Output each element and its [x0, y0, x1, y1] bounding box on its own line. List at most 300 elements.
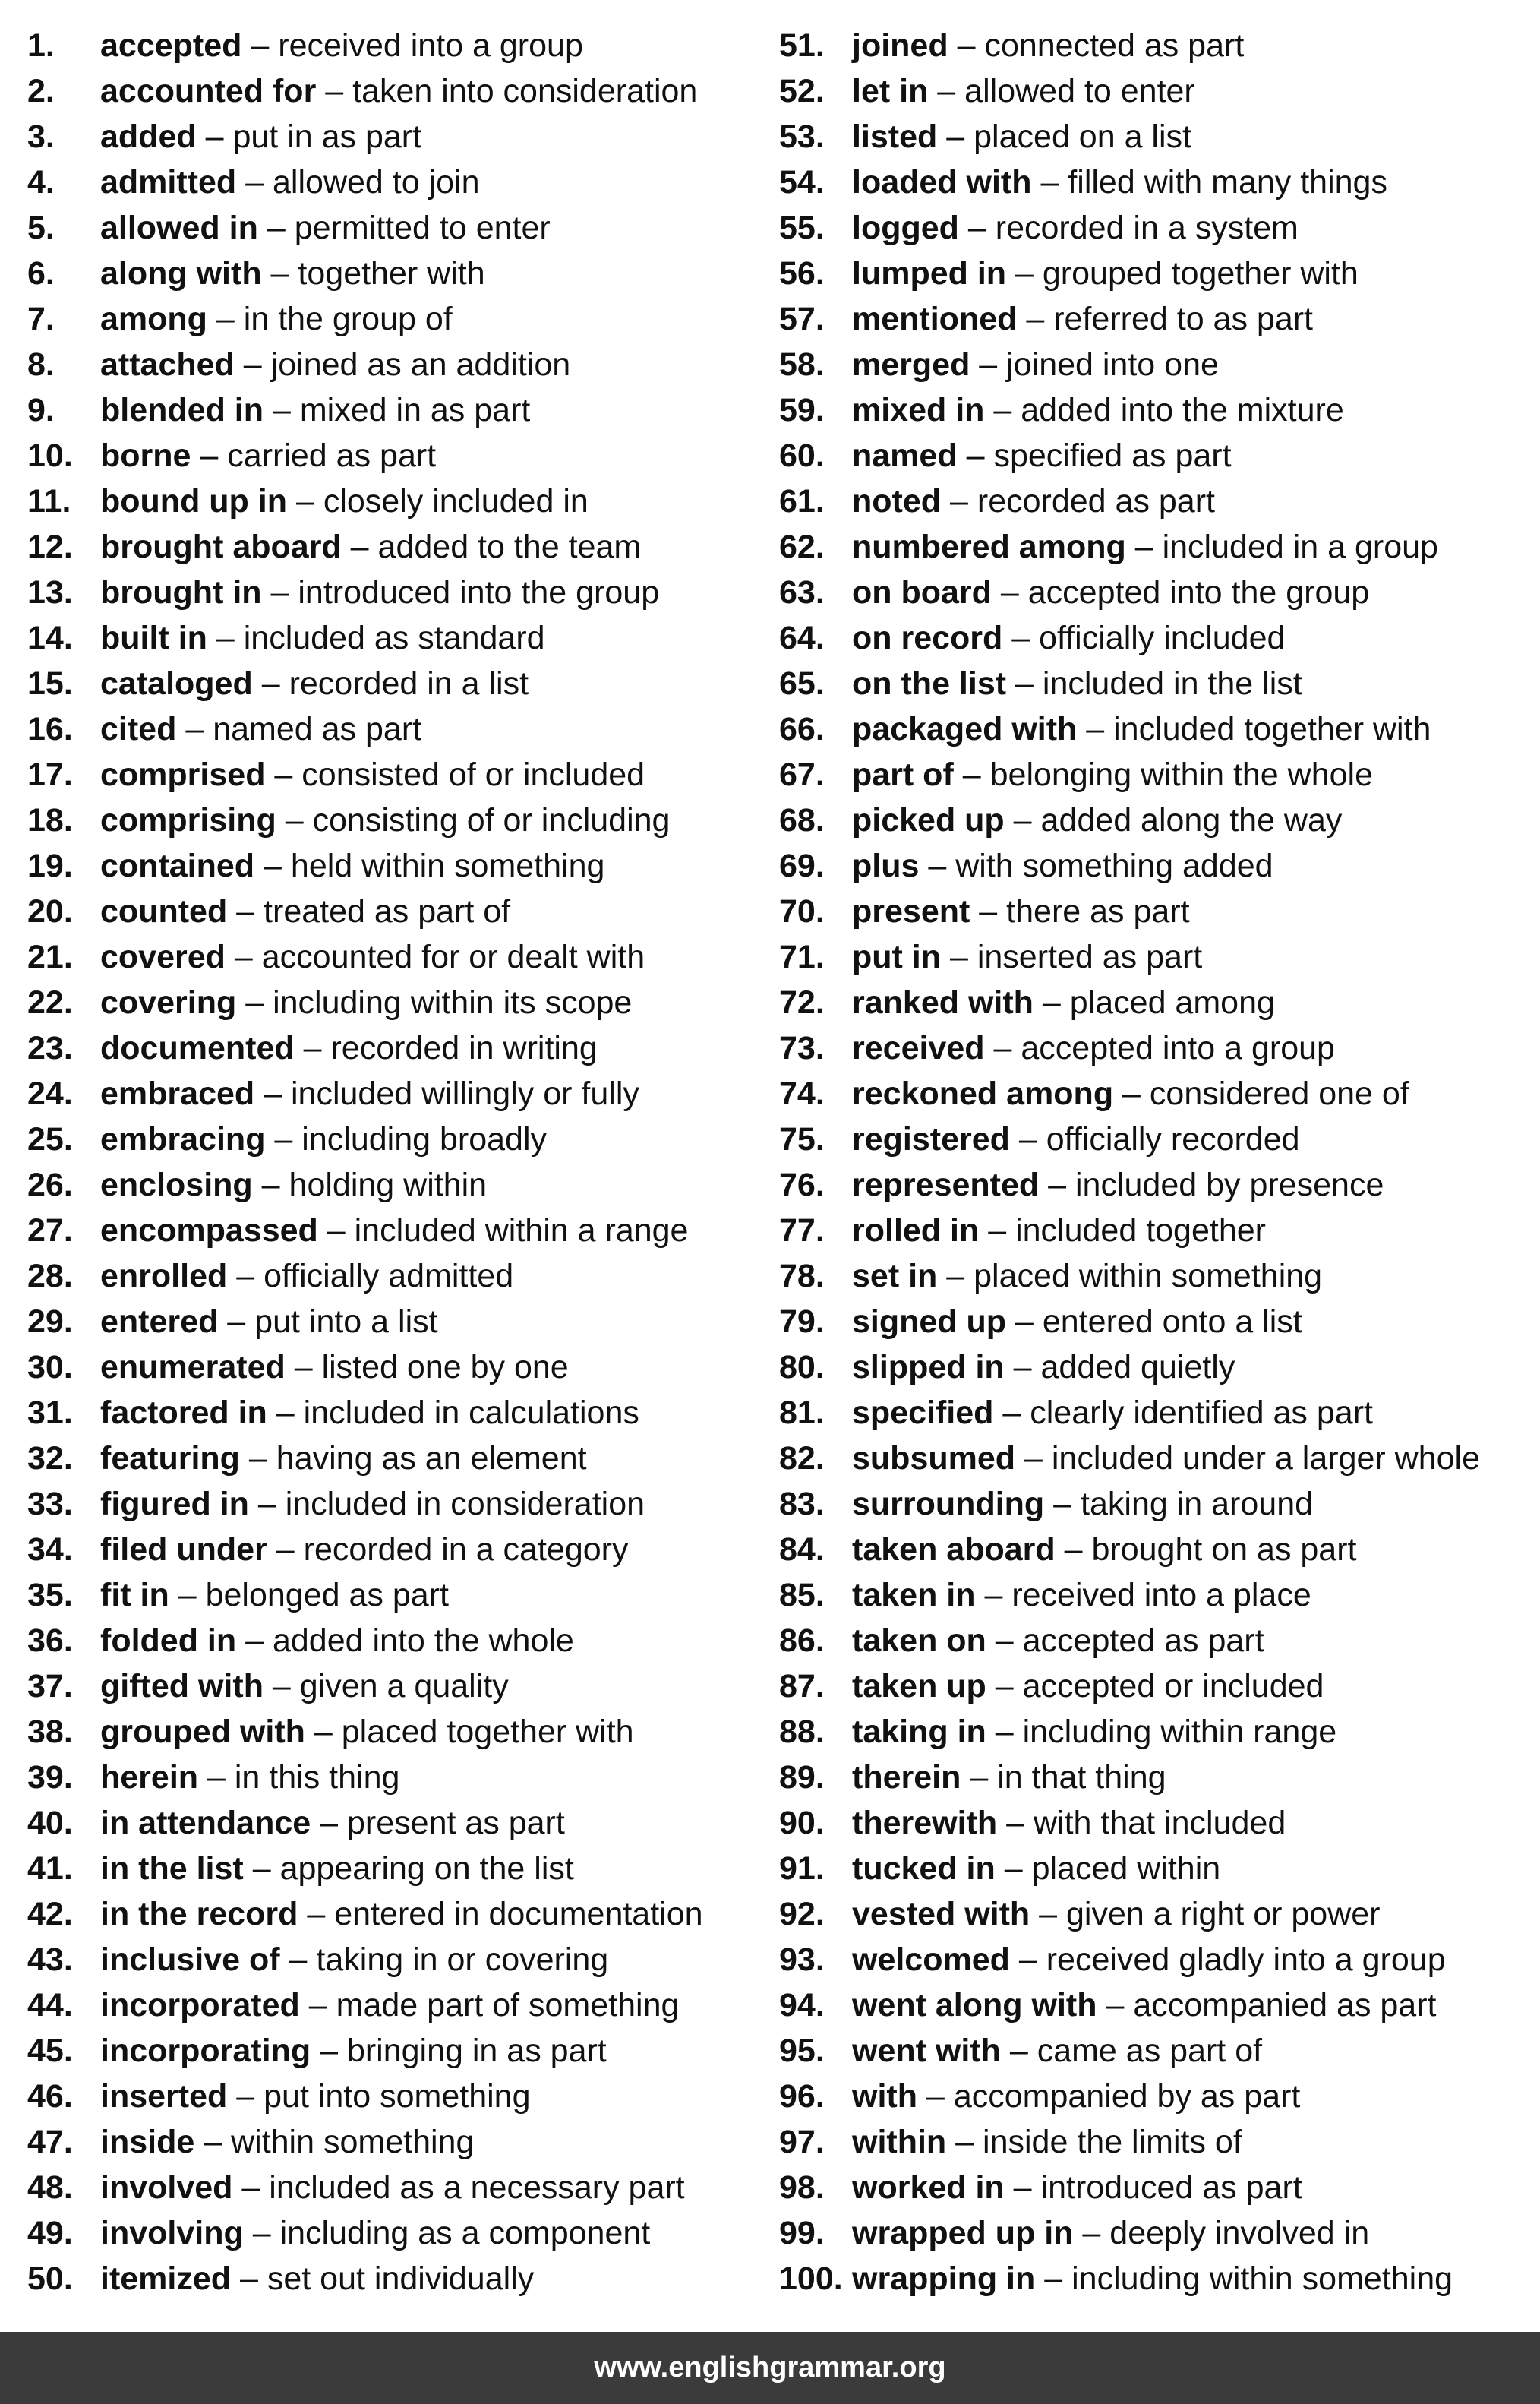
item-term: wrapping in: [852, 2260, 1036, 2297]
item-separator: –: [946, 1258, 965, 1294]
list-item: [27, 1663, 756, 1709]
item-separator: –: [966, 438, 985, 474]
list-item: [27, 615, 756, 661]
item-definition: carried as part: [227, 438, 437, 474]
item-definition: in the group of: [243, 301, 453, 337]
item-definition: belonged as part: [205, 1577, 449, 1613]
item-separator: –: [320, 2033, 338, 2069]
list-item: [27, 2119, 756, 2165]
item-separator: –: [308, 1987, 327, 2023]
item-term: numbered among: [852, 529, 1126, 565]
item-term: inside: [100, 2124, 195, 2160]
item-definition: included willingly or fully: [291, 1076, 639, 1112]
item-term: cataloged: [100, 665, 253, 702]
list-item: [27, 889, 756, 934]
item-definition: with something added: [955, 848, 1273, 884]
item-separator: –: [1064, 1531, 1083, 1568]
list-item: [779, 524, 1538, 570]
item-separator: –: [327, 1212, 346, 1249]
item-number: 82.: [779, 1440, 825, 1477]
item-definition: joined into one: [1006, 346, 1219, 383]
item-definition: added to the team: [377, 529, 642, 565]
item-number: 7.: [27, 301, 55, 337]
list-item: [779, 706, 1538, 752]
item-number: 75.: [779, 1121, 825, 1158]
list-item: [779, 2074, 1538, 2119]
list-item: [27, 934, 756, 980]
item-term: listed: [852, 118, 938, 155]
item-number: 56.: [779, 255, 825, 292]
list-item: [27, 1709, 756, 1755]
list-item: [779, 342, 1538, 387]
item-term: inclusive of: [100, 1941, 280, 1978]
item-separator: –: [252, 1850, 271, 1887]
item-term: mixed in: [852, 392, 985, 428]
list-item: [27, 2256, 756, 2301]
item-term: herein: [100, 1759, 199, 1796]
item-separator: –: [245, 984, 264, 1021]
item-term: bound up in: [100, 483, 287, 520]
list-item: [779, 1982, 1538, 2028]
item-term: gifted with: [100, 1668, 264, 1704]
item-separator: –: [950, 483, 968, 520]
list-item: [779, 1162, 1538, 1208]
item-separator: –: [1013, 1349, 1032, 1385]
item-term: enclosing: [100, 1167, 253, 1203]
item-number: 99.: [779, 2215, 825, 2251]
item-number: 3.: [27, 118, 55, 155]
item-term: specified: [852, 1395, 994, 1431]
item-term: enrolled: [100, 1258, 228, 1294]
item-separator: –: [325, 73, 344, 109]
list-item: [27, 205, 756, 251]
item-term: allowed in: [100, 210, 258, 246]
item-number: 57.: [779, 301, 825, 337]
item-separator: –: [1018, 1941, 1037, 1978]
item-definition: officially recorded: [1046, 1121, 1300, 1158]
item-definition: accepted into a group: [1021, 1030, 1335, 1066]
item-term: fit in: [100, 1577, 169, 1613]
list-item: [779, 2256, 1538, 2301]
item-term: mentioned: [852, 301, 1018, 337]
item-separator: –: [216, 301, 235, 337]
item-separator: –: [928, 848, 947, 884]
list-item: [27, 23, 756, 68]
list-item: [779, 570, 1538, 615]
item-number: 67.: [779, 757, 825, 793]
list-item: [779, 1891, 1538, 1937]
item-term: covered: [100, 939, 226, 975]
item-separator: –: [1004, 1850, 1023, 1887]
item-number: 46.: [27, 2078, 73, 2115]
list-item: [779, 1344, 1538, 1390]
item-definition: received into a group: [278, 27, 583, 64]
item-number: 94.: [779, 1987, 825, 2023]
item-number: 49.: [27, 2215, 73, 2251]
item-number: 100.: [779, 2260, 843, 2297]
item-definition: treated as part of: [264, 893, 511, 930]
item-separator: –: [984, 1577, 1003, 1613]
item-number: 42.: [27, 1896, 73, 1932]
item-definition: entered in documentation: [334, 1896, 703, 1932]
item-number: 45.: [27, 2033, 73, 2069]
list-item: [27, 433, 756, 479]
item-term: itemized: [100, 2260, 232, 2297]
item-definition: brought on as part: [1091, 1531, 1357, 1568]
list-item: [27, 1846, 756, 1891]
item-separator: –: [1006, 1805, 1025, 1841]
item-number: 91.: [779, 1850, 825, 1887]
item-separator: –: [303, 1030, 322, 1066]
item-term: factored in: [100, 1395, 267, 1431]
item-definition: included as a necessary part: [269, 2169, 685, 2206]
item-separator: –: [1039, 1896, 1058, 1932]
item-term: welcomed: [852, 1941, 1010, 1978]
list-item: [779, 980, 1538, 1025]
item-definition: named as part: [213, 711, 422, 747]
list-item: [779, 1663, 1538, 1709]
item-separator: –: [1013, 802, 1032, 839]
item-definition: bringing in as part: [346, 2033, 607, 2069]
item-definition: appearing on the list: [279, 1850, 574, 1887]
item-separator: –: [276, 1531, 295, 1568]
item-definition: put into a list: [254, 1303, 438, 1340]
item-term: joined: [852, 27, 948, 64]
item-number: 78.: [779, 1258, 825, 1294]
item-number: 81.: [779, 1395, 825, 1431]
item-number: 53.: [779, 118, 825, 155]
list-item: [779, 114, 1538, 160]
list-item: [779, 661, 1538, 706]
item-definition: officially admitted: [264, 1258, 514, 1294]
item-number: 38.: [27, 1714, 73, 1750]
item-separator: –: [949, 939, 968, 975]
item-separator: –: [252, 2215, 271, 2251]
item-definition: accepted or included: [1022, 1668, 1324, 1704]
item-number: 8.: [27, 346, 55, 383]
list-item: [779, 387, 1538, 433]
item-term: surrounding: [852, 1486, 1045, 1522]
item-definition: referred to as part: [1053, 301, 1314, 337]
item-number: 30.: [27, 1349, 73, 1385]
item-separator: –: [1026, 301, 1045, 337]
item-definition: taking in or covering: [316, 1941, 609, 1978]
item-number: 10.: [27, 438, 73, 474]
item-separator: –: [350, 529, 369, 565]
item-number: 39.: [27, 1759, 73, 1796]
item-term: built in: [100, 620, 207, 656]
list-item: [779, 2119, 1538, 2165]
list-item: [27, 342, 756, 387]
footer-url: www.englishgrammar.org: [594, 2352, 946, 2383]
item-number: 59.: [779, 392, 825, 428]
item-term: vested with: [852, 1896, 1030, 1932]
item-term: taken on: [852, 1622, 986, 1659]
item-term: counted: [100, 893, 228, 930]
item-separator: –: [946, 118, 965, 155]
item-definition: taken into consideration: [352, 73, 698, 109]
item-term: added: [100, 118, 197, 155]
word-list: [0, 23, 1540, 2301]
list-item: [779, 1527, 1538, 1572]
list-item: [27, 798, 756, 843]
item-separator: –: [1018, 1121, 1037, 1158]
item-term: accepted: [100, 27, 242, 64]
list-item: [27, 980, 756, 1025]
item-number: 66.: [779, 711, 825, 747]
item-term: taken aboard: [852, 1531, 1056, 1568]
item-term: filed under: [100, 1531, 267, 1568]
item-term: part of: [852, 757, 954, 793]
list-item: [27, 706, 756, 752]
item-term: registered: [852, 1121, 1010, 1158]
item-term: taken up: [852, 1668, 986, 1704]
item-number: 19.: [27, 848, 73, 884]
item-separator: –: [264, 848, 282, 884]
item-number: 84.: [779, 1531, 825, 1568]
item-separator: –: [236, 1258, 255, 1294]
item-separator: –: [234, 939, 253, 975]
list-item: [779, 1481, 1538, 1527]
item-term: incorporated: [100, 1987, 300, 2023]
item-separator: –: [995, 1622, 1014, 1659]
item-number: 29.: [27, 1303, 73, 1340]
item-definition: included together with: [1113, 711, 1431, 747]
item-number: 62.: [779, 529, 825, 565]
list-item: [779, 843, 1538, 889]
list-item: [27, 1891, 756, 1937]
item-separator: –: [967, 210, 986, 246]
item-term: loaded with: [852, 164, 1032, 201]
item-definition: recorded in a list: [289, 665, 529, 702]
footer-bar: [0, 2332, 1540, 2404]
item-definition: set out individually: [267, 2260, 535, 2297]
item-term: enumerated: [100, 1349, 286, 1385]
list-item: [27, 2074, 756, 2119]
list-item: [27, 68, 756, 114]
item-definition: included by presence: [1075, 1167, 1384, 1203]
item-definition: deeply involved in: [1109, 2215, 1370, 2251]
item-separator: –: [272, 1668, 291, 1704]
list-item: [779, 2210, 1538, 2256]
item-number: 31.: [27, 1395, 73, 1431]
item-definition: belonging within the whole: [989, 757, 1374, 793]
item-definition: in that thing: [997, 1759, 1166, 1796]
item-term: reckoned among: [852, 1076, 1114, 1112]
item-term: wrapped up in: [852, 2215, 1074, 2251]
list-item: [779, 68, 1538, 114]
item-term: rolled in: [852, 1212, 980, 1249]
list-item: [779, 1709, 1538, 1755]
item-term: embraced: [100, 1076, 255, 1112]
item-term: inserted: [100, 2078, 228, 2115]
list-item: [779, 1800, 1538, 1846]
item-definition: given a quality: [299, 1668, 509, 1704]
list-item: [27, 251, 756, 296]
list-item: [27, 752, 756, 798]
item-definition: joined as an addition: [270, 346, 571, 383]
item-definition: inserted as part: [977, 939, 1203, 975]
item-number: 50.: [27, 2260, 73, 2297]
item-separator: –: [285, 802, 304, 839]
item-separator: –: [289, 1941, 308, 1978]
item-number: 93.: [779, 1941, 825, 1978]
item-term: packaged with: [852, 711, 1078, 747]
item-term: signed up: [852, 1303, 1007, 1340]
item-term: covering: [100, 984, 237, 1021]
item-definition: put in as part: [232, 118, 422, 155]
item-definition: put into something: [264, 2078, 531, 2115]
item-number: 69.: [779, 848, 825, 884]
item-number: 2.: [27, 73, 55, 109]
item-term: set in: [852, 1258, 938, 1294]
item-separator: –: [261, 1167, 280, 1203]
list-item: [779, 433, 1538, 479]
item-number: 96.: [779, 2078, 825, 2115]
list-item: [27, 387, 756, 433]
item-separator: –: [236, 2078, 255, 2115]
item-number: 80.: [779, 1349, 825, 1385]
item-number: 28.: [27, 1258, 73, 1294]
item-separator: –: [320, 1805, 339, 1841]
item-number: 48.: [27, 2169, 73, 2206]
list-item: [779, 2165, 1538, 2210]
item-number: 17.: [27, 757, 73, 793]
list-item: [27, 661, 756, 706]
item-term: incorporating: [100, 2033, 311, 2069]
list-item: [779, 1937, 1538, 1982]
item-separator: –: [240, 2260, 258, 2297]
item-separator: –: [314, 1714, 333, 1750]
item-number: 15.: [27, 665, 73, 702]
item-definition: having as an element: [276, 1440, 587, 1477]
list-item: [779, 1846, 1538, 1891]
list-item: [779, 479, 1538, 524]
item-definition: placed on a list: [974, 118, 1191, 155]
item-definition: placed within something: [974, 1258, 1323, 1294]
item-term: worked in: [852, 2169, 1005, 2206]
item-definition: added quietly: [1040, 1349, 1235, 1385]
item-definition: grouped together with: [1042, 255, 1359, 292]
item-term: admitted: [100, 164, 237, 201]
item-number: 68.: [779, 802, 825, 839]
item-number: 26.: [27, 1167, 73, 1203]
item-separator: –: [1086, 711, 1105, 747]
item-separator: –: [251, 27, 270, 64]
list-item: [779, 1299, 1538, 1344]
item-separator: –: [1002, 1395, 1021, 1431]
item-term: on record: [852, 620, 1003, 656]
item-number: 95.: [779, 2033, 825, 2069]
item-definition: allowed to join: [273, 164, 480, 201]
item-number: 65.: [779, 665, 825, 702]
list-item: [779, 889, 1538, 934]
item-definition: including as a component: [279, 2215, 651, 2251]
list-item: [27, 1618, 756, 1663]
item-number: 79.: [779, 1303, 825, 1340]
list-item: [779, 1436, 1538, 1481]
item-separator: –: [1040, 164, 1059, 201]
list-item: [27, 2028, 756, 2074]
item-definition: entered onto a list: [1042, 1303, 1302, 1340]
item-term: therewith: [852, 1805, 998, 1841]
item-definition: accepted as part: [1022, 1622, 1264, 1659]
list-item: [779, 615, 1538, 661]
item-term: noted: [852, 483, 942, 520]
item-term: involving: [100, 2215, 244, 2251]
item-number: 97.: [779, 2124, 825, 2160]
item-definition: included under a larger whole: [1051, 1440, 1481, 1477]
item-term: went with: [852, 2033, 1001, 2069]
item-term: tucked in: [852, 1850, 996, 1887]
list-item: [779, 205, 1538, 251]
list-item: [27, 1755, 756, 1800]
item-definition: present as part: [347, 1805, 565, 1841]
item-separator: –: [261, 665, 280, 702]
list-item: [27, 524, 756, 570]
item-separator: –: [248, 1440, 267, 1477]
list-item: [27, 843, 756, 889]
item-definition: included as standard: [243, 620, 545, 656]
item-separator: –: [270, 255, 289, 292]
item-number: 33.: [27, 1486, 73, 1522]
list-item: [779, 1618, 1538, 1663]
item-number: 88.: [779, 1714, 825, 1750]
item-number: 90.: [779, 1805, 825, 1841]
item-number: 55.: [779, 210, 825, 246]
item-number: 73.: [779, 1030, 825, 1066]
item-definition: allowed to enter: [964, 73, 1195, 109]
item-term: folded in: [100, 1622, 237, 1659]
list-item: [27, 296, 756, 342]
list-item: [27, 1025, 756, 1071]
item-number: 41.: [27, 1850, 73, 1887]
item-separator: –: [257, 1486, 276, 1522]
list-item: [27, 1162, 756, 1208]
list-item: [27, 1572, 756, 1618]
item-definition: specified as part: [993, 438, 1232, 474]
item-number: 64.: [779, 620, 825, 656]
item-separator: –: [993, 1030, 1012, 1066]
item-term: went along with: [852, 1987, 1097, 2023]
item-definition: listed one by one: [321, 1349, 569, 1385]
list-item: [27, 570, 756, 615]
item-term: with: [852, 2078, 917, 2115]
item-separator: –: [307, 1896, 326, 1932]
item-number: 87.: [779, 1668, 825, 1704]
item-definition: given a right or power: [1066, 1896, 1381, 1932]
item-separator: –: [227, 1303, 246, 1340]
item-term: subsumed: [852, 1440, 1016, 1477]
item-number: 32.: [27, 1440, 73, 1477]
item-number: 5.: [27, 210, 55, 246]
item-term: contained: [100, 848, 255, 884]
item-separator: –: [970, 1759, 989, 1796]
item-number: 9.: [27, 392, 55, 428]
list-item: [27, 160, 756, 205]
item-term: put in: [852, 939, 942, 975]
item-separator: –: [1042, 984, 1061, 1021]
item-number: 24.: [27, 1076, 73, 1112]
item-term: featuring: [100, 1440, 240, 1477]
item-term: comprising: [100, 802, 276, 839]
item-term: taken in: [852, 1577, 976, 1613]
item-number: 18.: [27, 802, 73, 839]
item-term: entered: [100, 1303, 219, 1340]
item-term: therein: [852, 1759, 961, 1796]
item-term: brought aboard: [100, 529, 342, 565]
item-definition: made part of something: [336, 1987, 680, 2023]
